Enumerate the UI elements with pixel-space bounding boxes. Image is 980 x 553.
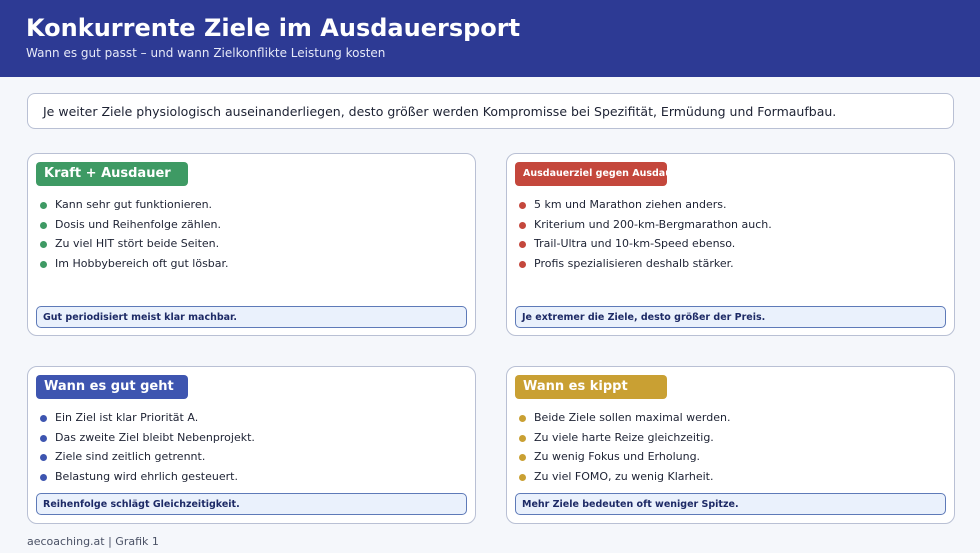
bullet-dot-icon — [519, 222, 526, 229]
list-item: Ziele sind zeitlich getrennt. — [40, 450, 255, 470]
bullet-dot-icon — [519, 435, 526, 442]
footer-credit: aecoaching.at | Grafik 1 — [27, 535, 159, 548]
list-item: Das zweite Ziel bleibt Nebenprojekt. — [40, 431, 255, 451]
list-item: Belastung wird ehrlich gesteuert. — [40, 470, 255, 490]
list-item: Beide Ziele sollen maximal werden. — [519, 411, 730, 431]
card-footer-box — [515, 493, 946, 515]
bullet-dot-icon — [40, 415, 47, 422]
bullet-dot-icon — [519, 415, 526, 422]
card-footer-text: Reihenfolge schlägt Gleichzeitigkeit. — [43, 499, 240, 510]
card-title: Wann es kippt — [523, 379, 628, 394]
card-ausdauer-gegen-ausdauer — [506, 153, 955, 336]
list-item: Zu viel HIT stört beide Seiten. — [40, 237, 229, 257]
card-list — [40, 198, 229, 277]
list-item: Zu viele harte Reize gleichzeitig. — [519, 431, 730, 451]
card-list — [519, 411, 730, 490]
card-footer-box — [36, 493, 467, 515]
list-item: Zu wenig Fokus und Erholung. — [519, 450, 730, 470]
list-item: 5 km und Marathon ziehen anders. — [519, 198, 772, 218]
intro-box — [27, 93, 954, 129]
card-wann-es-gut-geht — [27, 366, 476, 524]
card-title-badge — [36, 162, 188, 186]
bullet-dot-icon — [40, 222, 47, 229]
bullet-dot-icon — [40, 202, 47, 209]
bullet-dot-icon — [40, 261, 47, 268]
bullet-dot-icon — [519, 241, 526, 248]
page-subtitle: Wann es gut passt – und wann Zielkonflikte Leistung kosten — [26, 46, 386, 60]
list-item: Kann sehr gut funktionieren. — [40, 198, 229, 218]
card-title: Kraft + Ausdauer — [44, 166, 171, 181]
page-title: Konkurrente Ziele im Ausdauersport — [26, 14, 521, 42]
card-footer-box — [515, 306, 946, 328]
bullet-dot-icon — [519, 474, 526, 481]
bullet-dot-icon — [40, 435, 47, 442]
list-item: Ein Ziel ist klar Priorität A. — [40, 411, 255, 431]
bullet-dot-icon — [519, 454, 526, 461]
card-footer-box — [36, 306, 467, 328]
list-item: Profis spezialisieren deshalb stärker. — [519, 257, 772, 277]
list-item: Kriterium und 200-km-Bergmarathon auch. — [519, 218, 772, 238]
card-title: Wann es gut geht — [44, 379, 174, 394]
card-title-badge — [515, 375, 667, 399]
list-item: Trail-Ultra und 10-km-Speed ebenso. — [519, 237, 772, 257]
header-banner — [0, 0, 980, 77]
card-footer-text: Mehr Ziele bedeuten oft weniger Spitze. — [522, 499, 739, 510]
list-item: Im Hobbybereich oft gut lösbar. — [40, 257, 229, 277]
card-title: Ausdauerziel gegen Ausdauerziel — [523, 168, 702, 179]
card-kraft-ausdauer — [27, 153, 476, 336]
card-footer-text: Je extremer die Ziele, desto größer der Preis. — [522, 312, 766, 323]
bullet-dot-icon — [40, 454, 47, 461]
list-item: Dosis und Reihenfolge zählen. — [40, 218, 229, 238]
bullet-dot-icon — [40, 474, 47, 481]
card-footer-text: Gut periodisiert meist klar machbar. — [43, 312, 237, 323]
list-item: Zu viel FOMO, zu wenig Klarheit. — [519, 470, 730, 490]
bullet-dot-icon — [519, 202, 526, 209]
card-title-badge — [36, 375, 188, 399]
bullet-dot-icon — [519, 261, 526, 268]
card-wann-es-kippt — [506, 366, 955, 524]
card-list — [519, 198, 772, 277]
card-list — [40, 411, 255, 490]
bullet-dot-icon — [40, 241, 47, 248]
card-title-badge — [515, 162, 702, 186]
intro-text: Je weiter Ziele physiologisch auseinanderliegen, desto größer werden Kompromisse bei Spezifität, Ermüdung und Formaufbau. — [43, 104, 837, 119]
